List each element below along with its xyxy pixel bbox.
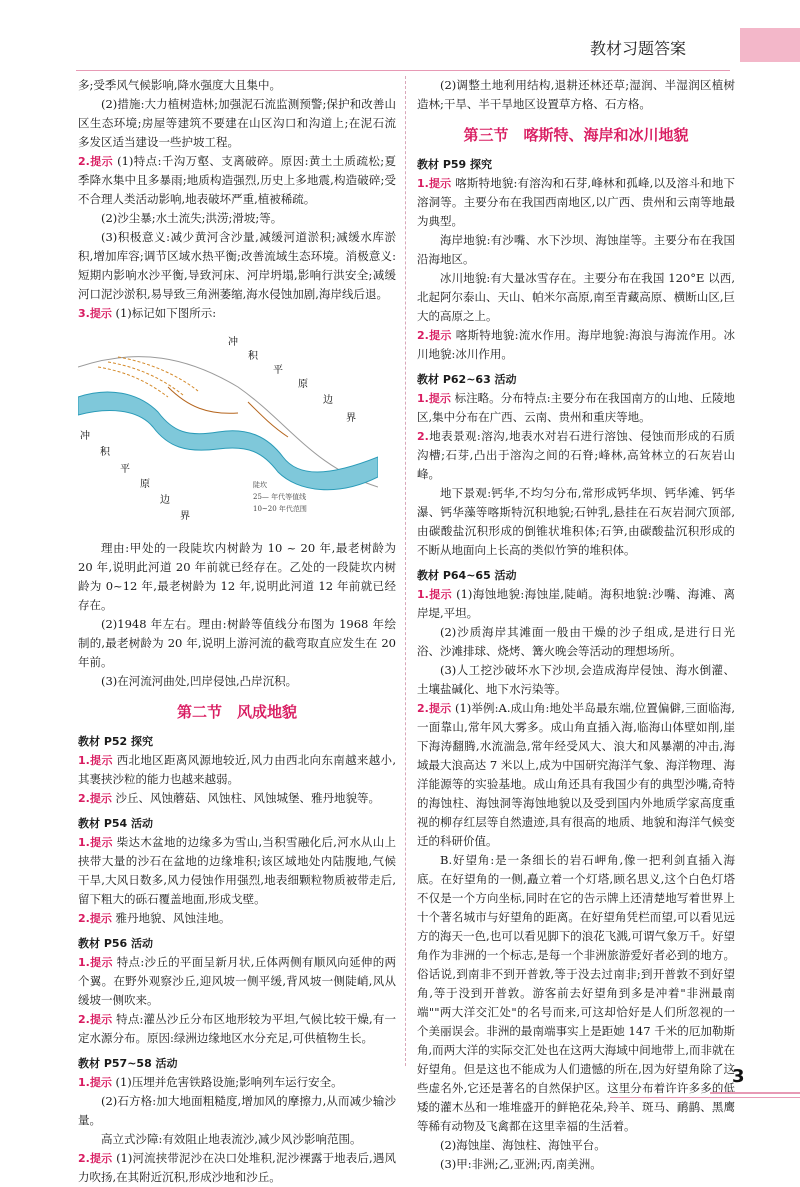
item-number: 3. <box>78 307 90 320</box>
paragraph: (1)特点:千沟万壑、支离破碎。原因:黄土土质疏松;夏季降水集中且多暴雨;地质构造强烈,历史上多地震,构造破碎;受不合理人类活动影响,地表破坏严重,植被稀疏。 <box>78 154 397 206</box>
tip-label: 提示 <box>428 702 452 715</box>
column-divider <box>405 76 406 1066</box>
answer-item: 2.提示 特点:灌丛沙丘分布区地形较为平坦,气候比较干燥,有一定水源分布。原因:绿洲边缘地区水分充足,可供植物生长。 <box>78 1012 397 1045</box>
tip-label: 提示 <box>89 307 112 320</box>
answer-item: 2.提示 (1)举例:A.成山角:地处半岛最东端,位置偏僻,三面临海,一面靠山,常年风大雾多。成山角直插入海,临海山体壁如削,崖下海涛翻腾,水流湍急,常年经受风大、浪大和风暴潮的冲击,海域最大浪高达 7 米以上,成为中国研究海洋气象、海洋物理、海洋能源等的实验基地。成山角还具有我国少有的典型沙嘴,奇特的海蚀柱、海蚀洞等海蚀地貌以及受到国内外地质学家高度重视的柳存红层等自然遗迹,具有很高的地质、地貌和海洋气候变迁的科研价值。 <box>417 701 736 848</box>
legend-item: 陡坎 <box>253 481 267 489</box>
map-label: 界 <box>346 413 356 424</box>
tip-label: 提示 <box>89 912 112 925</box>
map-label: 冲 <box>228 337 238 348</box>
paragraph: (3)人工挖沙破坏水下沙坝,会造成海岸侵蚀、海水倒灌、土壤盐碱化、地下水污染等。 <box>417 663 735 696</box>
tip-label: 提示 <box>428 177 452 190</box>
river-map-figure <box>78 327 378 527</box>
tip-label: 提示 <box>428 392 451 405</box>
paragraph: (2)石方格:加大地面粗糙度,增加风的摩擦力,从而减少输沙量。 <box>78 1094 396 1127</box>
map-label: 积 <box>100 447 110 458</box>
answer-item: 1.提示 柴达木盆地的边缘多为雪山,当积雪融化后,河水从山上挟带大量的沙石在盆地的边缘堆积;该区域地处内陆腹地,气候干旱,大风日数多,风力侵蚀作用强烈,地表细颗粒物质被带走后,留下粗大的砾石覆盖地面,形成戈壁。 <box>78 835 397 906</box>
paragraph: 雅丹地貌、风蚀洼地。 <box>115 911 231 925</box>
paragraph: (2)海蚀崖、海蚀柱、海蚀平台。 <box>440 1138 606 1152</box>
answer-item: 1.提示 (1)海蚀地貌:海蚀崖,陡峭。海积地貌:沙嘴、海滩、离岸堤,平坦。 <box>417 587 735 620</box>
answer-item-3 <box>78 304 396 323</box>
paragraph: 柴达木盆地的边缘多为雪山,当积雪融化后,河水从山上挟带大量的沙石在盆地的边缘堆积;该区域地处内陆腹地,气候干旱,大风日数多,风力侵蚀作用强烈,地表细颗粒物质被带走后,留下粗大的砾石覆盖地面,形成戈壁。 <box>78 835 397 906</box>
answer-item: 2.提示 雅丹地貌、风蚀洼地。 <box>78 911 231 925</box>
subsection-title: 教材 P64~65 活动 <box>417 569 517 582</box>
map-label: 原 <box>298 379 308 390</box>
answer-item: 1.提示 标注略。分布特点:主要分布在我国南方的山地、丘陵地区,集中分布在广西、云南、贵州和重庆等地。 <box>417 391 736 424</box>
tip-label: 提示 <box>89 1013 113 1026</box>
answer-item: 1.提示 特点:沙丘的平面呈新月状,丘体两侧有顺风向延伸的两个翼。在野外观察沙丘,迎风坡一侧平缓,背风坡一侧陡峭,风从缓坡一侧吹来。 <box>78 955 397 1007</box>
paragraph: (2)调整土地利用结构,退耕还林还草;湿润、半湿润区植树造林;干旱、半干旱地区设置草方格、石方格。 <box>417 78 735 111</box>
paragraph: (1)举例:A.成山角:地处半岛最东端,位置偏僻,三面临海,一面靠山,常年风大雾多。成山角直插入海,临海山体壁如削,崖下海涛翻腾,水流湍急,常年经受风大、浪大和风暴潮的冲击,海域最大浪高达 7 米以上,成为中国研究海洋气象、海洋物理、海洋能源等的实验基地。成山角还具有我国少有的典型沙嘴,奇特的海蚀柱、海蚀洞等海蚀地貌以及受到国内外地质学家高度重视的柳存红层等自然遗迹,具有很高的地质、地貌和海洋气候变迁的科研价值。 <box>417 701 736 848</box>
map-label: 积 <box>248 351 258 362</box>
paragraph: (2)措施:大力植树造林;加强泥石流监测预警;保护和改善山区生态环境;房屋等建筑不要建在山区沟口和沟道上;在泥石流多发区适当建设一些护坡工程。 <box>78 97 396 149</box>
footer-rule <box>710 1092 800 1094</box>
answer-item: 2.提示 (1)河流挟带泥沙在决口处堆积,泥沙裸露于地表后,遇风力吹扬,在其附近沉积,形成沙地和沙丘。 <box>78 1151 396 1184</box>
paragraph: (2)1948 年左右。理由:树龄等值线分布图为 1968 年绘制的,最老树龄为 20 年,说明上游河流的截弯取直应发生在 20 年前。 <box>78 617 396 669</box>
tip-label: 提示 <box>428 588 453 601</box>
header-title: 教材习题答案 <box>590 39 687 58</box>
map-label: 界 <box>180 511 190 522</box>
tip-label: 提示 <box>89 1152 113 1165</box>
section-title: 第二节 风成地貌 <box>176 703 297 721</box>
paragraph: (3)甲:非洲;乙,亚洲;丙,南美洲。 <box>440 1157 602 1171</box>
legend-item: 25— 年代等值线 <box>253 493 307 501</box>
section-title: 第三节 喀斯特、海岸和冰川地貌 <box>463 126 689 144</box>
answer-item: 2.提示 喀斯特地貌:流水作用。海岸地貌:海浪与海流作用。冰川地貌:冰川作用。 <box>417 328 736 361</box>
tip-label: 提示 <box>89 792 112 805</box>
footer-rule <box>610 1097 800 1098</box>
paragraph: (1)河流挟带泥沙在决口处堆积,泥沙裸露于地表后,遇风力吹扬,在其附近沉积,形成沙地和沙丘。 <box>78 1151 396 1184</box>
paragraph: 西北地区距离风源地较近,风力由西北向东南越来越小,其裹挟沙粒的能力也越来越弱。 <box>78 753 397 786</box>
paragraph: (1)标记如下图所示: <box>115 306 217 320</box>
paragraph: 喀斯特地貌:流水作用。海岸地貌:海浪与海流作用。冰川地貌:冰川作用。 <box>417 328 736 361</box>
paragraph: 沙丘、风蚀蘑菇、风蚀柱、风蚀城堡、雅丹地貌等。 <box>115 791 380 805</box>
tip-label: 提示 <box>89 836 113 849</box>
paragraph: 喀斯特地貌:有溶沟和石芽,峰林和孤峰,以及溶斗和地下溶洞等。主要分布在我国西南地区,以广西、贵州和云南等地最为典型。 <box>417 176 736 228</box>
paragraph: (3)积极意义:减少黄河含沙量,减缓河道淤积;减缓水库淤积,增加库容;调节区域水热平衡;改善流域生态环境。消极意义:短期内影响水沙平衡,导致河床、河岸坍塌,影响行洪安全;减缓河口泥沙淤积,易导致三角洲萎缩,海水侵蚀加剧,海岸线后退。 <box>78 230 396 301</box>
answer-item: 1.提示 喀斯特地貌:有溶沟和石芽,峰林和孤峰,以及溶斗和地下溶洞等。主要分布在我国西南地区,以广西、贵州和云南等地最为典型。 <box>417 176 736 228</box>
left-column <box>78 76 396 1187</box>
map-label: 平 <box>120 464 130 475</box>
paragraph: (1)海蚀地貌:海蚀崖,陡峭。海积地貌:沙嘴、海滩、离岸堤,平坦。 <box>417 587 735 620</box>
subsection-title: 教材 P62~63 活动 <box>417 373 517 386</box>
map-label: 原 <box>140 479 150 490</box>
answer-item-2 <box>78 152 396 209</box>
legend-item: 10~20 年代范围 <box>253 505 307 513</box>
paragraph: 地表景观:溶沟,地表水对岩石进行溶蚀、侵蚀而形成的石质沟槽;石芽,凸出于溶沟之间的石脊;峰林,高耸林立的石灰岩山峰。 <box>417 429 735 481</box>
map-label: 冲 <box>80 431 90 442</box>
tip-label: 提示 <box>89 754 113 767</box>
subsection-title: 教材 P54 活动 <box>78 817 154 830</box>
right-column <box>417 76 735 1174</box>
paragraph: B.好望角:是一条细长的岩石岬角,像一把利剑直插入海底。在好望角的一侧,矗立着一个灯塔,顾名思义,这个白色灯塔不仅是一个方向坐标,同时在它的告示牌上还清楚地写着世界上十个著名城市与好望角的距离。在好望角凭栏而望,可以看见远方的海天一色,也可以看见脚下的浪花飞溅,可谓气象万千。好望角作为非洲的一个标志,是每一个非洲旅游爱好者必到的地方。俗话说,到南非不到开普敦,等于没去过南非;到开普敦不到好望角,等于没到开普敦。游客前去好望角到多是冲着"非洲最南端""两大洋交汇处"的名号而来,可这却恰好是人们所忽视的一个美丽误会。非洲的最南端事实上是距她 147 千米的厄加勒斯角,而两大洋的实际交汇处也在这两大海域中间地带上,而非就在好望角。但是这也不能成为人们遗憾的所在,因为好望角除了这些虚名外,它还是著名的自然保护区。这里分布着许许多多的低矮的灌木丛和一堆堆盛开的鲜艳花朵,羚羊、斑马、鸸鹋、黑鹰等稀有动物及飞禽都在这里幸福的生活着。 <box>417 853 735 1133</box>
tip-label: 提示 <box>428 329 452 342</box>
map-label: 边 <box>160 495 170 506</box>
paragraph: 标注略。分布特点:主要分布在我国南方的山地、丘陵地区,集中分布在广西、云南、贵州和重庆等地。 <box>417 391 736 424</box>
tip-label: 提示 <box>89 1076 112 1089</box>
paragraph: (3)在河流河曲处,凹岸侵蚀,凸岸沉积。 <box>101 674 298 688</box>
subsection-title: 教材 P57~58 活动 <box>78 1057 178 1070</box>
paragraph: 高立式沙障:有效阻止地表流沙,减少风沙影响范围。 <box>101 1132 362 1146</box>
paragraph: (2)沙尘暴;水土流失;洪涝;滑坡;等。 <box>101 211 283 225</box>
subsection-title: 教材 P52 探究 <box>78 735 154 748</box>
answer-item: 1.提示 (1)压埋并危害铁路设施;影响列车运行安全。 <box>78 1075 343 1089</box>
paragraph: 地下景观:钙华,不均匀分布,常形成钙华坝、钙华滩、钙华瀑、钙华藻等喀斯特沉积地貌;石钟乳,悬挂在石灰岩洞穴顶部,由碳酸盐沉积形成的倒锥状堆积体;石笋,由碳酸盐沉积形成的不断从地面向上长高的类似竹笋的堆积体。 <box>417 486 735 557</box>
subsection-title: 教材 P59 探究 <box>417 158 493 171</box>
map-label: 边 <box>323 395 333 406</box>
paragraph: 冰川地貌:有大量冰雪存在。主要分布在我国 120°E 以西,北起阿尔泰山、天山、帕米尔高原,南至青藏高原、横断山区,巨大的高原之上。 <box>417 271 735 323</box>
tip-label: 提示 <box>89 956 113 969</box>
paragraph: (1)压埋并危害铁路设施;影响列车运行安全。 <box>115 1075 343 1089</box>
paragraph: 多;受季风气候影响,降水强度大且集中。 <box>78 78 282 92</box>
header-tab <box>740 28 800 62</box>
header-rule <box>76 70 730 71</box>
paragraph: 海岸地貌:有沙嘴、水下沙坝、海蚀崖等。主要分布在我国沿海地区。 <box>417 233 735 266</box>
paragraph: (2)沙质海岸其滩面一般由干燥的沙子组成,是进行日光浴、沙滩排球、烧烤、篝火晚会等活动的理想场所。 <box>417 625 735 658</box>
answer-item: 1.提示 西北地区距离风源地较近,风力由西北向东南越来越小,其裹挟沙粒的能力也越来越弱。 <box>78 753 397 786</box>
paragraph: 理由:甲处的一段陡坎内树龄为 10 ~ 20 年,最老树龄为 20 年,说明此河道 20 年前就已经存在。乙处的一段陡坎内树龄为 0~12 年,最老树龄为 12 年,说明此河道 12 年前就已经存在。 <box>78 541 396 612</box>
answer-item: 2.地表景观:溶沟,地表水对岩石进行溶蚀、侵蚀而形成的石质沟槽;石芽,凸出于溶沟之间的石脊;峰林,高耸林立的石灰岩山峰。 <box>417 429 735 481</box>
page-number: 3 <box>732 1066 745 1087</box>
tip-label: 提示 <box>89 155 114 168</box>
map-label: 平 <box>273 365 283 376</box>
paragraph: 特点:灌丛沙丘分布区地形较为平坦,气候比较干燥,有一定水源分布。原因:绿洲边缘地区水分充足,可供植物生长。 <box>78 1012 397 1045</box>
item-number: 2. <box>78 155 90 168</box>
paragraph: 特点:沙丘的平面呈新月状,丘体两侧有顺风向延伸的两个翼。在野外观察沙丘,迎风坡一侧平缓,背风坡一侧陡峭,风从缓坡一侧吹来。 <box>78 955 397 1007</box>
subsection-title: 教材 P56 活动 <box>78 937 154 950</box>
answer-item: 2.提示 沙丘、风蚀蘑菇、风蚀柱、风蚀城堡、雅丹地貌等。 <box>78 791 380 805</box>
